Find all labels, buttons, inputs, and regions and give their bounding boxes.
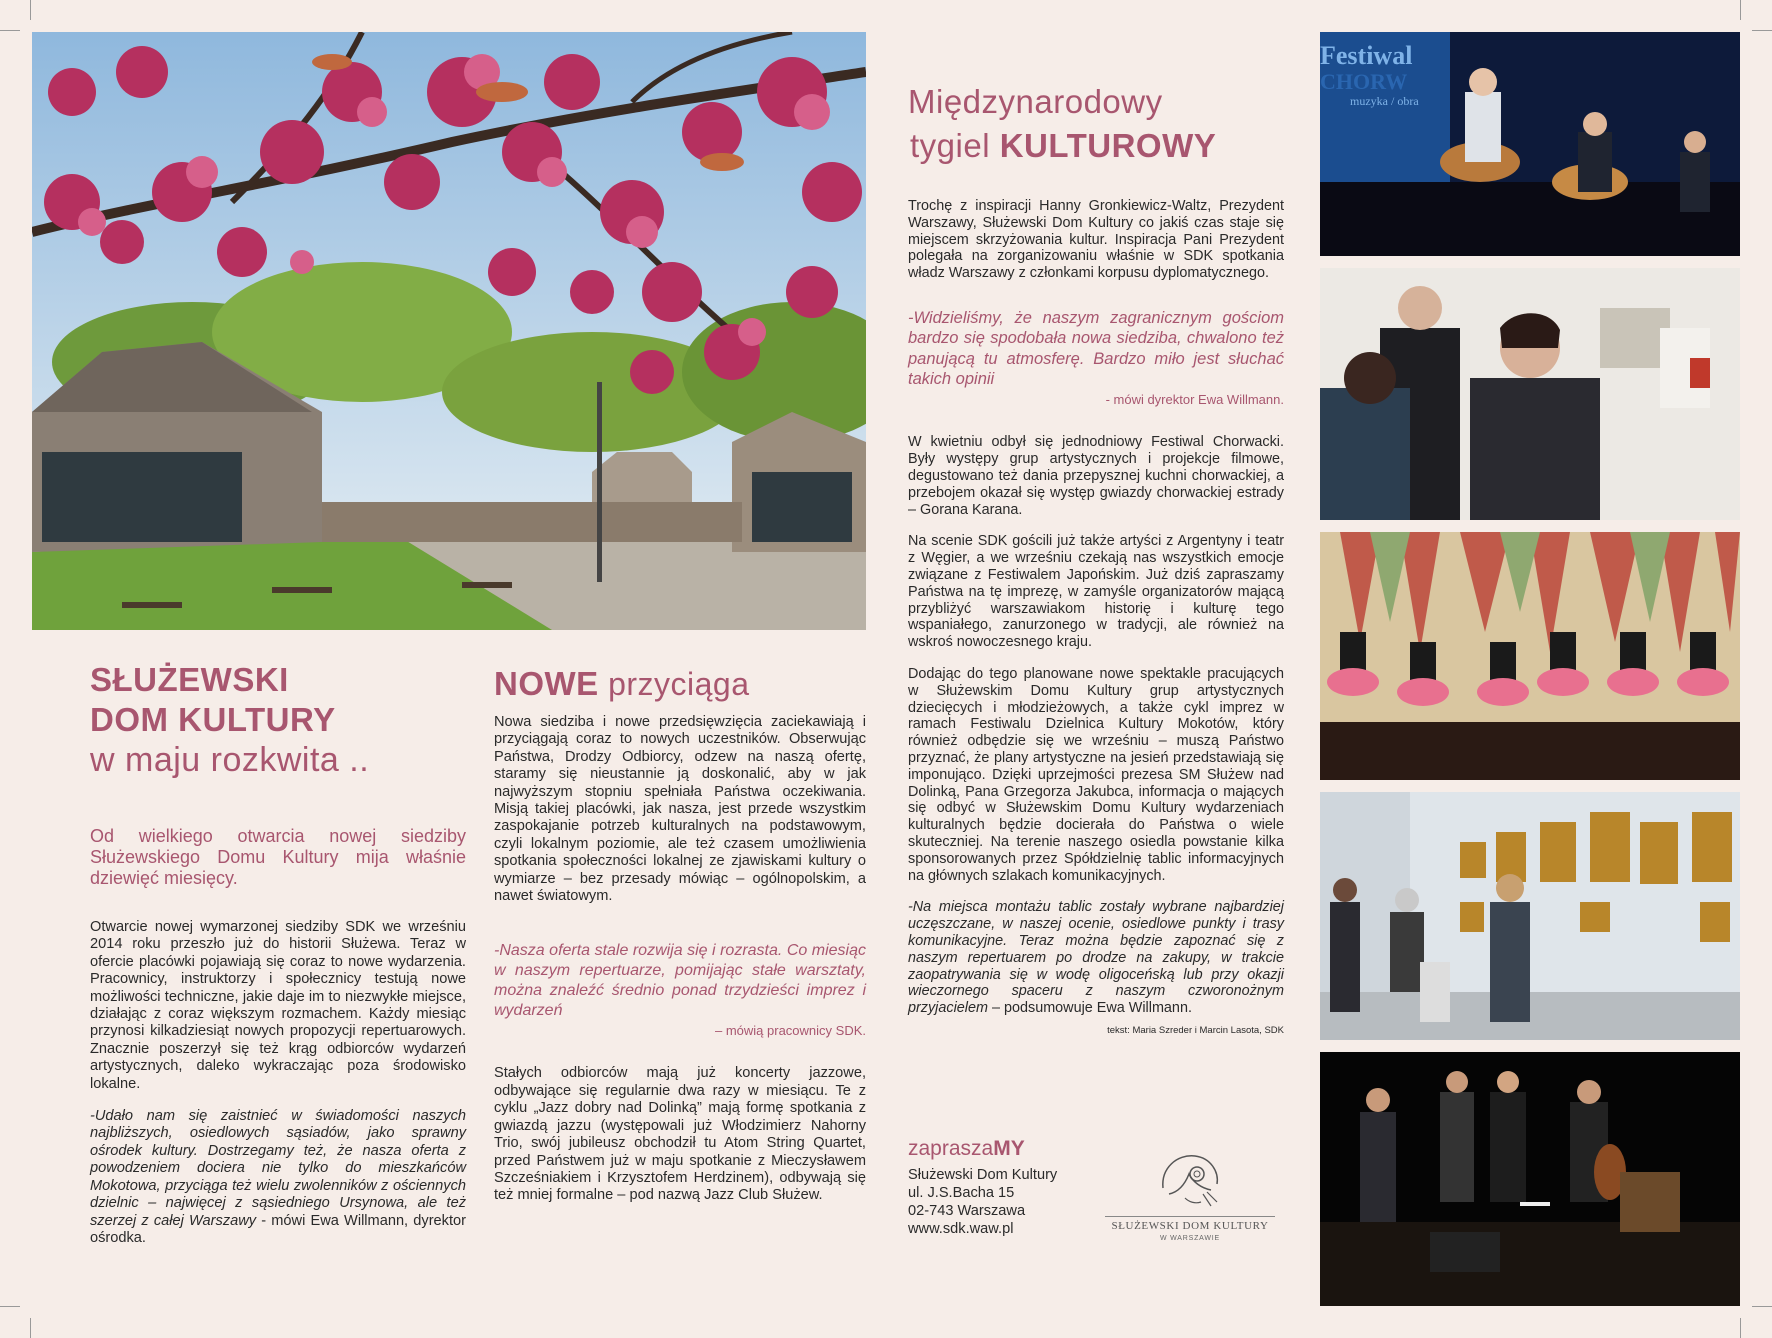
crop-mark (1740, 1318, 1741, 1338)
blossom-building-photo (32, 32, 866, 630)
article3-quote1 (908, 308, 1284, 411)
article3-title (908, 80, 1216, 168)
crop-mark (1740, 0, 1741, 20)
article1-lead: Od wielkiego otwarcia nowej siedziby Służewskiego Domu Kultury mija właśnie dziewięć miesięcy. (90, 826, 466, 888)
festival-banner-line1: Festiwal (1320, 41, 1413, 70)
crop-mark (1752, 30, 1772, 31)
festival-banner (1320, 42, 1419, 109)
article3-p4: Dodając do tego planowane nowe spektakle pracujących w Służewskim Domu Kultury grup artystycznych dziecięcych i młodzieżowych, a także cykl imprez w ramach Festiwalu Dzielnica Kultury Mokotów, który również odbędzie się we wrześniu – muszą Państwo przyznać, że plany artystyczne na jesień przedstawiają się imponująco. Dzięki uprzejmości prezesa SM Służew nad Dolinką, Pana Grzegorza Jakubca, informacja o mających się odbyć w Służewskim Domu Kultury wydarzeniach kulturalnych będzie docierała do Państwa o wiele skuteczniej. Na terenie naszego osiedla powstanie kilka sponsorowanych przez Spółdzielnię tablic informacyjnych na głównych szlakach komunikacyjnych. (908, 666, 1284, 884)
article1-quote-paragraph (90, 1108, 466, 1247)
article2-title-bold: NOWE (494, 665, 599, 702)
article2-title-light: przyciąga (598, 666, 750, 702)
sdk-logo-line1: SŁUŻEWSKI DOM KULTURY (1105, 1216, 1275, 1232)
crop-mark (30, 0, 31, 20)
festival-banner-line2: CHORW (1320, 69, 1408, 94)
contact-city: 02-743 Warszawa (908, 1203, 1026, 1219)
article1-title-line2: DOM KULTURY (90, 701, 336, 738)
contact-block (908, 1137, 1058, 1238)
contact-heading-light: zaprasza (908, 1137, 994, 1160)
contact-name: Służewski Dom Kultury (908, 1167, 1058, 1183)
article3-quote1-text: -Widzieliśmy, że naszym zagranicznym gościom bardzo się spodobała nowa siedziba, chwalono też panującą tu atmosferę. Bardzo miło jest słuchać takich opinii (908, 308, 1284, 389)
sdk-logo (1105, 1148, 1275, 1242)
article2-title (494, 664, 750, 704)
article3-column (908, 198, 1284, 1040)
article2-quote-text: -Nasza oferta stale rozwija się i rozrasta. Co miesiąc w naszym repertuarze, pomijając stałe warsztaty, można znaleźć średnio ponad trzydzieści imprez i wydarzeń (494, 942, 866, 1020)
crop-mark (30, 1318, 31, 1338)
dance-performance-photo (1320, 532, 1740, 780)
article1-body: Otwarcie nowej wymarzonej siedziby SDK we wrześniu 2014 roku przeszło już do historii Służewa. Teraz w ofercie placówki pojawiają się coraz to nowe wydarzenia. Pracownicy, instruktorzy i społecznicy testują nowe możliwości techniczne, jakie daje im to niezwykłe miejsce, działając z coraz większym rozmachem. Każdy miesiąc przynosi kilkadziesiąt nowych propozycji repertuarowych. Znacznie poszerzył się też krąg odbiorców wydarzeń artystycznych, daleko wykraczając poza środowisko lokalne. (90, 919, 466, 1092)
crop-mark (0, 1306, 20, 1307)
crop-mark (1752, 1306, 1772, 1307)
article3-quote1-sig: - mówi dyrektor Ewa Willmann. (1105, 391, 1284, 407)
article2-quote (494, 941, 866, 1041)
contact-street: ul. J.S.Bacha 15 (908, 1185, 1015, 1201)
diplomatic-meeting-photo (1320, 268, 1740, 520)
festival-banner-line3: muzyka / obra (1350, 94, 1419, 108)
string-quartet-photo (1320, 1052, 1740, 1306)
crop-mark (0, 30, 20, 31)
article3-title-line2-bold: KULTUROWY (999, 127, 1217, 164)
art-exhibition-photo (1320, 792, 1740, 1040)
article1-column (90, 826, 466, 1262)
contact-web[interactable]: www.sdk.waw.pl (908, 1221, 1014, 1237)
article1-quote: -Udało nam się zaistnieć w świadomości naszych najbliższych, osiedlowych sąsiadów, jako sprawny ośrodek kultury. Dostrzegamy też, że nasza oferta z powodzeniem dociera nie tylko do mieszkańców Mokotowa, przyciąga też wielu zwolenników z ościennych dzielnic – najwięcej z sąsiedniego Ursynowa, ale też szerzej z całej Warszawy (90, 1108, 466, 1229)
article3-p2: W kwietniu odbył się jednodniowy Festiwal Chorwacki. Były występy grup artystycznych i projekcje filmowe, degustowano też dania przepysznej kuchni chorwackiej, a przebojem okazał się występ gwiazdy chorwackiej estrady – Gorana Karana. (908, 434, 1284, 518)
article3-quote2: -Na miejsca montażu tablic zostały wybrane najbardziej uczęszczane, w naszej ocenie, osiedlowe punkty i trasy komunikacyjne. Teraz można będzie zapoznać się z naszym repertuarem po drodze na zakupy, w trakcie zaopatrywania się w wodę oligoceńską lub przy okazji wieczornego spaceru z naszym czworonożnym przyjacielem (908, 899, 1284, 1017)
concert-festival-photo (1320, 32, 1740, 256)
article1-title-line1: SŁUŻEWSKI (90, 661, 289, 698)
article2-column (494, 714, 866, 1220)
article2-body1: Nowa siedziba i nowe przedsięwzięcia zaciekawiają i przyciągają coraz to nowych uczestników. Obserwując Państwa, Drodzy Odbiorcy, odzew na naszą ofertę, staramy się nieustannie ją doskonalić, aby w jak najwyższym stopniu spełniała Państwa oczekiwania. Misją takiej placówki, jak nasza, jest przede wszystkim zaspokajanie potrzeb kulturalnych na podstawowym, czyli lokalnym poziomie, ale też czasem umożliwienia spotkania społeczności lokalnej ze zjawiskami kultury o wymiarze – bez przesady mówiąc – ogólnopolskim, a nawet światowym. (494, 714, 866, 905)
article3-title-line1: Międzynarodowy (908, 83, 1163, 120)
article3-quote2-paragraph (908, 899, 1284, 1017)
article2-quote-sig: – mówią pracownicy SDK. (715, 1023, 866, 1039)
article1-title (90, 660, 369, 780)
contact-heading (908, 1137, 1057, 1160)
article1-title-line3: w maju rozkwita .. (90, 741, 370, 779)
article3-credit: tekst: Maria Szreder i Marcin Lasota, SDK (1107, 1024, 1284, 1036)
article2-body2: Stałych odbiorców mają już koncerty jazzowe, odbywające się regularnie dwa razy w miesiącu. Te z cyklu „Jazz dobry nad Dolinką” mają formę spotkania z gwiazdą jazzu (występowali już Włodzimierz Nahorny Trio, swój jubileusz obchodził tu Atom String Quartet, przed Państwem już w maju spotkanie z Mieczysławem Szcześniakiem i Krzysztofem Herdzinem), odbywają się też mniej formalne – pod nazwą Jazz Club Służew. (494, 1065, 866, 1204)
sdk-logo-line2: W WARSZAWIE (1160, 1235, 1220, 1242)
sdk-logo-icon (1155, 1148, 1225, 1212)
article3-title-line2-light: tygiel (910, 127, 1000, 164)
article3-p3: Na scenie SDK gościli już także artyści z Argentyny i teatr z Węgier, a we wrześniu czekają nas wszystkich emocje związane z Festiwalem Japońskim. Już dziś zapraszamy Państwa na tę imprezę, w zamyśle organizatorów mającą przybliżyć warszawiakom historię i kulturę tego wspaniałego, zanurzonego w tradycji, ale również na wskroś nowoczesnego kraju. (908, 533, 1284, 651)
article3-p1: Trochę z inspiracji Hanny Gronkiewicz-Waltz, Prezydent Warszawy, Służewski Dom Kultury co jakiś czas staje się miejscem skrzyżowania kultur. Inspiracja Pani Prezydent polegała na zorganizowaniu właśnie w SDK spotkania władz Warszawy z członkami korpusu dyplomatycznego. (908, 198, 1284, 282)
article1-quote-tail: - mówi Ewa Willmann, dyrektor ośrodka. (90, 1212, 466, 1246)
article3-quote2-tail: – podsumowuje Ewa Willmann. (987, 1000, 1192, 1017)
contact-heading-bold: MY (993, 1137, 1025, 1160)
